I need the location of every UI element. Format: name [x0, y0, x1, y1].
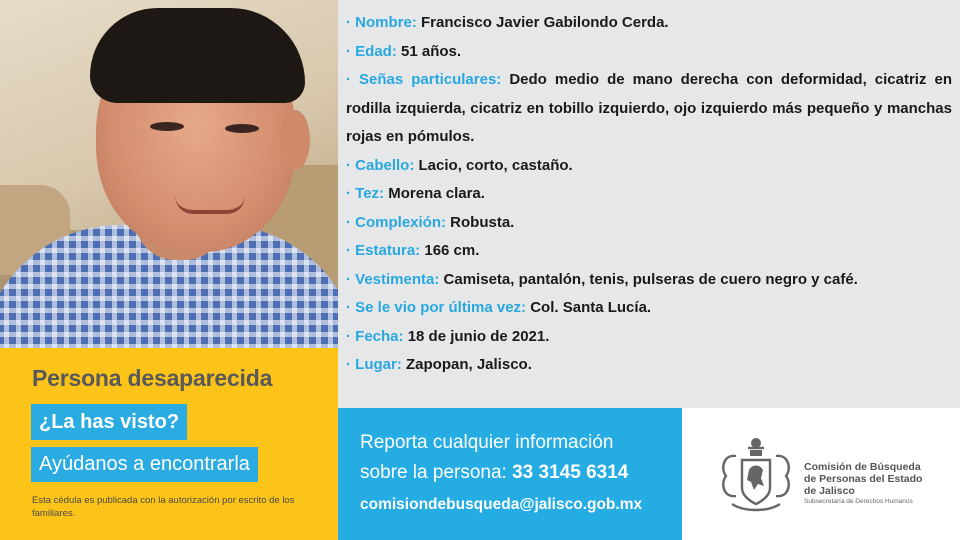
org-subtitle: Subsecretaría de Derechos Humanos [804, 498, 913, 505]
missing-banner [0, 348, 338, 540]
report-line-1: Reporta cualquier información [360, 432, 614, 453]
detail-edad [346, 38, 952, 67]
detail-senas [346, 66, 952, 152]
headline: Persona desaparecida [32, 365, 273, 391]
org-name-line-3: de Jalisco [804, 485, 855, 497]
org-name-line-1: Comisión de Búsqueda [804, 461, 921, 473]
detail-label: · Estatura: [346, 242, 421, 259]
detail-complexion [346, 209, 952, 238]
organization-logo-panel [682, 408, 960, 540]
detail-label: · Edad: [346, 42, 397, 60]
detail-value: 18 de junio de 2021. [407, 327, 550, 345]
detail-label: · Vestimenta: [346, 270, 440, 288]
detail-value: Zapopan, Jalisco. [406, 356, 532, 373]
detail-value: 166 cm. [424, 242, 480, 259]
detail-fecha [346, 323, 952, 352]
detail-label: · Señas particulares: [346, 71, 502, 88]
authorization-note: Esta cédula es publicada con la autorización por escrito de los familiares. [32, 495, 295, 519]
detail-label: · Complexión: [346, 213, 446, 231]
detail-ultima-vez [346, 294, 952, 323]
person-details-panel [338, 0, 960, 408]
detail-value: Camiseta, pantalón, tenis, pulseras de cuero negro y café. [443, 270, 858, 288]
detail-label: · Tez: [346, 185, 385, 202]
detail-cabello [346, 152, 952, 181]
report-prefix: sobre la persona: [360, 462, 507, 483]
jalisco-seal-icon [714, 434, 798, 518]
detail-label: · Nombre: [346, 14, 417, 31]
phone-number[interactable]: 33 3145 6314 [512, 462, 629, 483]
help-label: Ayúdanos a encontrarla [31, 447, 258, 482]
detail-value: Morena clara. [388, 185, 485, 202]
detail-label: · Cabello: [346, 156, 415, 174]
org-name-line-2: de Personas del Estado [804, 473, 923, 485]
detail-vestimenta [346, 266, 952, 295]
detail-nombre [346, 9, 952, 38]
detail-value: Col. Santa Lucía. [530, 299, 652, 316]
report-line-2 [360, 462, 628, 484]
detail-label: · Fecha: [346, 327, 404, 345]
detail-tez [346, 180, 952, 209]
contact-panel [338, 408, 682, 540]
detail-value: Lacio, corto, castaño. [418, 156, 573, 174]
question-label: ¿La has visto? [31, 404, 187, 440]
detail-lugar [346, 351, 952, 380]
detail-value: Francisco Javier Gabilondo Cerda. [421, 14, 669, 31]
missing-person-photo [0, 0, 338, 348]
details-list [338, 0, 960, 380]
detail-value: 51 años. [401, 42, 462, 60]
detail-value: Dedo medio de mano derecha con deformidad, cicatriz en rodilla izquierda, cicatriz en tobillo izquierdo, ojo izquierdo más pequeño y manchas rojas en pómulos. [346, 71, 952, 145]
detail-label: · Se le vio por última vez: [346, 299, 527, 316]
detail-estatura [346, 237, 952, 266]
email-address[interactable]: comisiondebusqueda@jalisco.gob.mx [360, 496, 643, 513]
detail-label: · Lugar: [346, 356, 402, 373]
detail-value: Robusta. [450, 213, 515, 231]
